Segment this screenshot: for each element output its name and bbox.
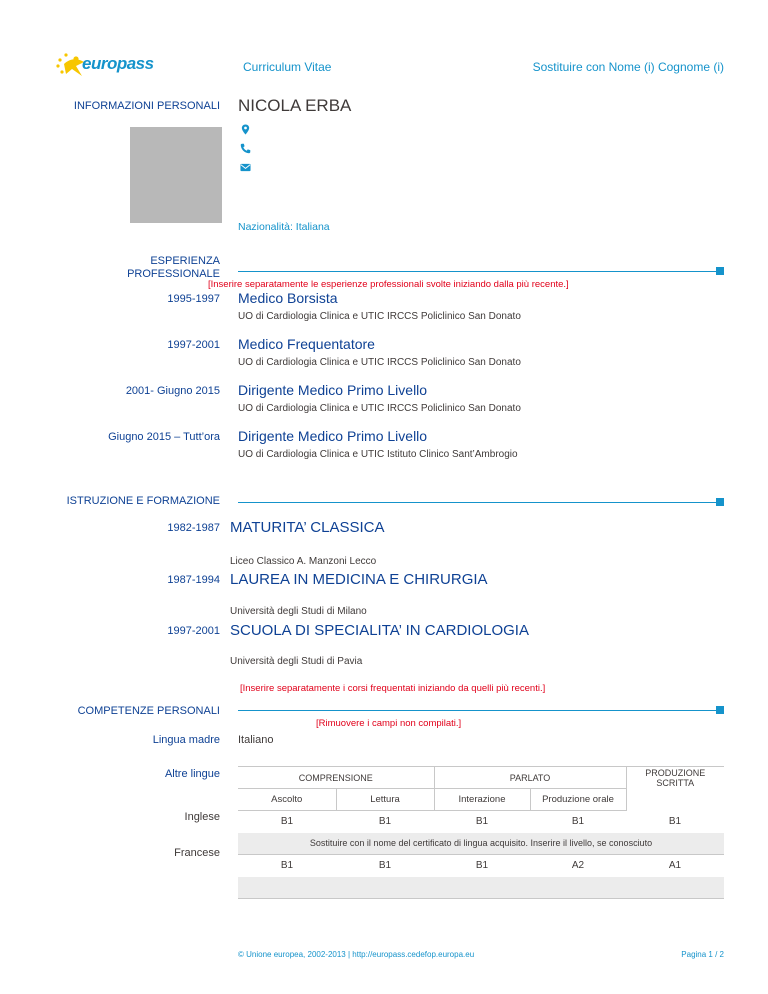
level-cell: B1 [280,816,294,828]
location-icon [240,124,251,135]
level-cell: B1 [378,860,392,872]
subheader-ascolto: Ascolto [238,789,336,811]
level-cell: B1 [475,816,489,828]
exp-dates: Giugno 2015 – Tutt’ora [108,431,220,443]
other-languages-label: Altre lingue [164,768,220,780]
language-name: Inglese [184,811,220,823]
certificate-note: Sostituire con il nome del certificato di lingua acquisito. Inserire il livello, se conosciuto [238,833,724,855]
level-cell: A1 [668,860,682,872]
edu-title: SCUOLA DI SPECIALITA’ IN CARDIOLOGIA [230,622,529,639]
edu-place: Università degli Studi di Milano [230,606,367,617]
edu-place: Università degli Studi di Pavia [230,656,363,667]
language-table [238,766,724,899]
photo-placeholder [130,127,222,223]
section-experience-line1: ESPERIENZA [150,255,220,267]
language-name: Francese [174,847,220,859]
header-comprensione: COMPRENSIONE [238,767,434,789]
exp-place: UO di Cardiologia Clinica e UTIC Istituto Clinico Sant’Ambrogio [238,449,518,460]
logo-text: europass [82,54,154,73]
doc-title: Curriculum Vitae [243,60,332,74]
edu-place: Liceo Classico A. Manzoni Lecco [230,556,377,567]
subheader-empty [626,789,724,811]
full-name: NICOLA ERBA [238,96,352,115]
level-cell: B1 [378,816,392,828]
exp-title: Dirigente Medico Primo Livello [238,428,428,444]
exp-place: UO di Cardiologia Clinica e UTIC IRCCS Policlinico San Donato [238,357,521,368]
section-personal-info: INFORMAZIONI PERSONALI [73,100,220,112]
level-cell: B1 [280,860,294,872]
exp-title: Dirigente Medico Primo Livello [238,382,428,398]
divider-education [238,502,718,503]
exp-title: Medico Frequentatore [238,336,375,352]
exp-place: UO di Cardiologia Clinica e UTIC IRCCS Policlinico San Donato [238,403,521,414]
experience-instruction: [Inserire separatamente le esperienze professionali svolte iniziando dalla più recente.] [208,279,569,290]
exp-dates: 1997-2001 [167,339,220,351]
table-row [238,855,724,877]
header-parlato: PARLATO [434,767,626,789]
exp-title: Medico Borsista [238,290,338,306]
edu-dates: 1987-1994 [167,574,220,586]
footer-copyright: © Unione europea, 2002-2013 | http://europass.cedefop.europa.eu [238,950,475,959]
edu-dates: 1997-2001 [167,625,220,637]
phone-icon [240,143,251,154]
level-cell: B1 [668,816,682,827]
certificate-note [238,877,724,899]
divider-square [716,706,724,714]
divider-skills [238,710,718,711]
divider-experience [238,271,718,272]
europass-logo [54,50,164,82]
email-icon [240,162,251,173]
mother-tongue-label: Lingua madre [152,734,220,746]
subheader-lettura: Lettura [336,789,434,811]
subheader-interazione: Interazione [434,789,530,811]
skills-instruction: [Rimuovere i campi non compilati.] [316,718,462,729]
divider-square [716,267,724,275]
exp-dates: 2001- Giugno 2015 [125,385,220,397]
edu-dates: 1982-1987 [167,522,220,534]
header-produzione-scritta: PRODUZIONE SCRITTA [626,767,724,789]
section-experience-line2: PROFESSIONALE [127,268,220,280]
table-note-row [238,833,724,855]
exp-dates: 1995-1997 [167,293,220,305]
footer-page: Pagina 1 / 2 [681,950,724,959]
table-note-row [238,877,724,899]
level-cell: B1 [475,860,489,872]
section-experience [127,255,220,281]
subheader-produzione-orale: Produzione orale [530,789,626,811]
edu-title: LAUREA IN MEDICINA E CHIRURGIA [230,571,488,588]
edu-title: MATURITA’ CLASSICA [230,519,385,536]
divider-square [716,498,724,506]
exp-place: UO di Cardiologia Clinica e UTIC IRCCS Policlinico San Donato [238,311,521,322]
section-skills: COMPETENZE PERSONALI [77,705,220,717]
nationality: Nazionalità: Italiana [238,221,330,233]
name-placeholder: Sostituire con Nome (i) Cognome (i) [532,60,724,74]
mother-tongue-value: Italiano [238,734,274,746]
level-cell: B1 [571,816,585,828]
education-instruction: [Inserire separatamente i corsi frequentati iniziando da quelli più recenti.] [240,683,546,694]
level-cell: A2 [571,860,585,872]
section-education: ISTRUZIONE E FORMAZIONE [66,495,220,507]
table-row [238,811,724,833]
